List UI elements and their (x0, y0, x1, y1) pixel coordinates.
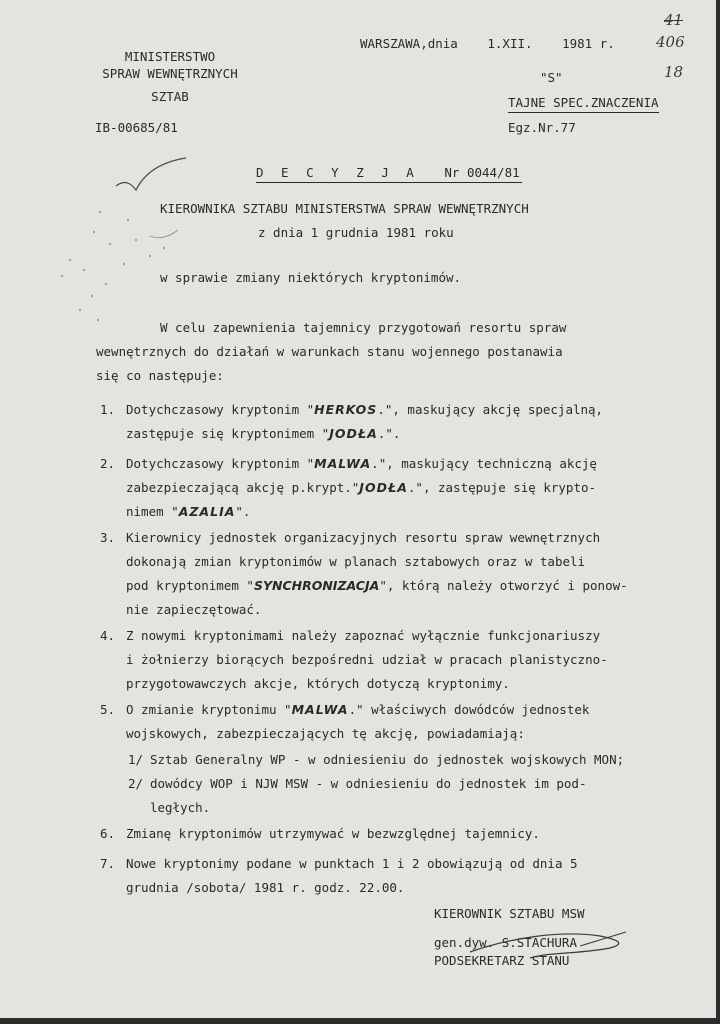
intro-line-3: się co następuje: (96, 368, 224, 383)
issuer-line-2: z dnia 1 grudnia 1981 roku (258, 225, 454, 240)
item-line (126, 574, 680, 598)
archive-mark-middle: 406 (656, 33, 685, 51)
sub-item-number: 2/ (128, 776, 144, 791)
item-body (126, 624, 680, 696)
item-text: .", maskujący akcję specjalną, (377, 402, 604, 417)
sub-item (128, 748, 688, 772)
item-body (126, 398, 680, 446)
ministry-line-2: SPRAW WEWNĘTRZNYCH (102, 66, 238, 81)
list-item (100, 624, 680, 696)
signature-title: KIEROWNIK SZTABU MSW (434, 906, 585, 921)
handwritten-codename: JODŁA (329, 426, 378, 441)
place-date (360, 32, 615, 56)
item-line (126, 422, 680, 446)
date-day-month: 1.XII. (487, 36, 533, 51)
item-text: .", maskujący techniczną akcję (371, 456, 597, 471)
decision-title (256, 164, 522, 183)
ministry-header (80, 48, 260, 105)
list-item (100, 822, 680, 846)
handwritten-codename: JODŁA (359, 480, 408, 495)
intro-line-2: wewnętrznych do działań w warunkach stanu wojennego postanawia (96, 344, 563, 359)
item-line: przygotowawczych akcje, których dotyczą kryptonimy. (126, 676, 510, 691)
item-line (126, 698, 680, 722)
handwritten-codename: HERKOS (314, 402, 378, 417)
handwritten-codename: AZALIA (178, 504, 236, 519)
item-text: zabezpieczającą akcję p.krypt." (126, 480, 360, 495)
item-text: O zmianie kryptonimu " (126, 702, 292, 717)
item-body (126, 452, 680, 524)
item-line (126, 500, 680, 524)
item-line: nie zapieczętować. (126, 602, 262, 617)
issuer-line-1: KIEROWNIKA SZTABU MINISTERSTWA SPRAW WEWNĘTRZNYCH (160, 201, 529, 216)
item-line: grudnia /sobota/ 1981 r. godz. 22.00. (126, 880, 405, 895)
place-date-label: WARSZAWA,dnia (360, 36, 458, 51)
item-number: 2. (100, 456, 116, 471)
item-text: pod kryptonimem " (126, 578, 254, 593)
item-text: ". (235, 504, 251, 519)
item-line (126, 476, 680, 500)
item-line: dokonają zmian kryptonimów w planach sztabowych oraz w tabeli (126, 554, 586, 569)
sub-item-line: Sztab Generalny WP - w odniesieniu do jednostek wojskowych MON; (150, 752, 625, 767)
item-number: 7. (100, 856, 116, 871)
sub-item-number: 1/ (128, 752, 144, 767)
item-text: .". (377, 426, 401, 441)
item-number: 5. (100, 702, 116, 717)
item-line: Nowe kryptonimy podane w punktach 1 i 2 obowiązują od dnia 5 (126, 856, 578, 871)
copy-number: Egz.Nr.77 (508, 120, 576, 135)
intro-line-1: W celu zapewnienia tajemnicy przygotowań resortu spraw (160, 320, 567, 335)
ministry-line-3: SZTAB (151, 89, 189, 104)
signature-name: gen.dyw. S.STACHURA (434, 935, 577, 950)
margin-specks (40, 200, 200, 340)
handwritten-codename: MALWA (314, 456, 372, 471)
decision-label: D E C Y Z J A (256, 165, 419, 180)
item-number: 1. (100, 402, 116, 417)
item-body (126, 526, 680, 622)
item-number: 6. (100, 826, 116, 841)
ministry-line-1: MINISTERSTWO (124, 49, 216, 64)
item-text: ." właściwych dowódców jednostek (348, 702, 590, 717)
handwritten-codename: MALWA (291, 702, 349, 717)
item-text: ", którą należy otworzyć i ponow- (379, 578, 628, 593)
reference-number: IB-00685/81 (95, 120, 178, 135)
sub-item-body (150, 772, 688, 820)
item-text: .", zastępuje się krypto- (407, 480, 597, 495)
item-number: 4. (100, 628, 116, 643)
sub-item-line: ległych. (150, 800, 211, 815)
item-text: Dotychczasowy kryptonim " (126, 456, 315, 471)
item-line (126, 452, 680, 476)
sub-item-line: dowódcy WOP i NJW MSW - w odniesieniu do jednostek im pod- (150, 776, 587, 791)
item-line: Kierownicy jednostek organizacyjnych resortu spraw wewnętrznych (126, 530, 601, 545)
list-item (100, 698, 680, 746)
item-text: zastępuje się kryptonimem " (126, 426, 330, 441)
item-number: 3. (100, 530, 116, 545)
date-year: 1981 r. (562, 36, 615, 51)
signature-role: PODSEKRETARZ STANU (434, 953, 570, 968)
decision-number: Nr 0044/81 (444, 165, 520, 180)
item-body (126, 852, 680, 900)
list-item (100, 398, 680, 446)
archive-mark-top: 41 (664, 11, 684, 29)
item-line (126, 398, 680, 422)
archive-mark-bottom: 18 (664, 63, 684, 81)
item-line: Zmianę kryptonimów utrzymywać w bezwzględnej tajemnicy. (126, 826, 540, 841)
list-item (100, 526, 680, 622)
item-line: Z nowymi kryptonimami należy zapoznać wyłącznie funkcjonariuszy (126, 628, 601, 643)
item-text: nimem " (126, 504, 179, 519)
list-item (100, 452, 680, 524)
item-line: wojskowych, zabezpieczających tę akcję, powiadamiają: (126, 726, 525, 741)
subject-line: w sprawie zmiany niektórych kryptonimów. (160, 270, 462, 285)
list-item (100, 852, 680, 900)
item-body (126, 698, 680, 746)
s-mark: "S" (540, 70, 563, 85)
item-line: i żołnierzy biorących bezpośredni udział w pracach planistyczno- (126, 652, 608, 667)
sub-item (128, 772, 688, 820)
handwritten-codename: SYNCHRONIZACJA (253, 578, 380, 593)
classification-stamp: TAJNE SPEC.ZNACZENIA (508, 94, 659, 113)
handwritten-signature (430, 918, 650, 978)
item-text: Dotychczasowy kryptonim " (126, 402, 315, 417)
